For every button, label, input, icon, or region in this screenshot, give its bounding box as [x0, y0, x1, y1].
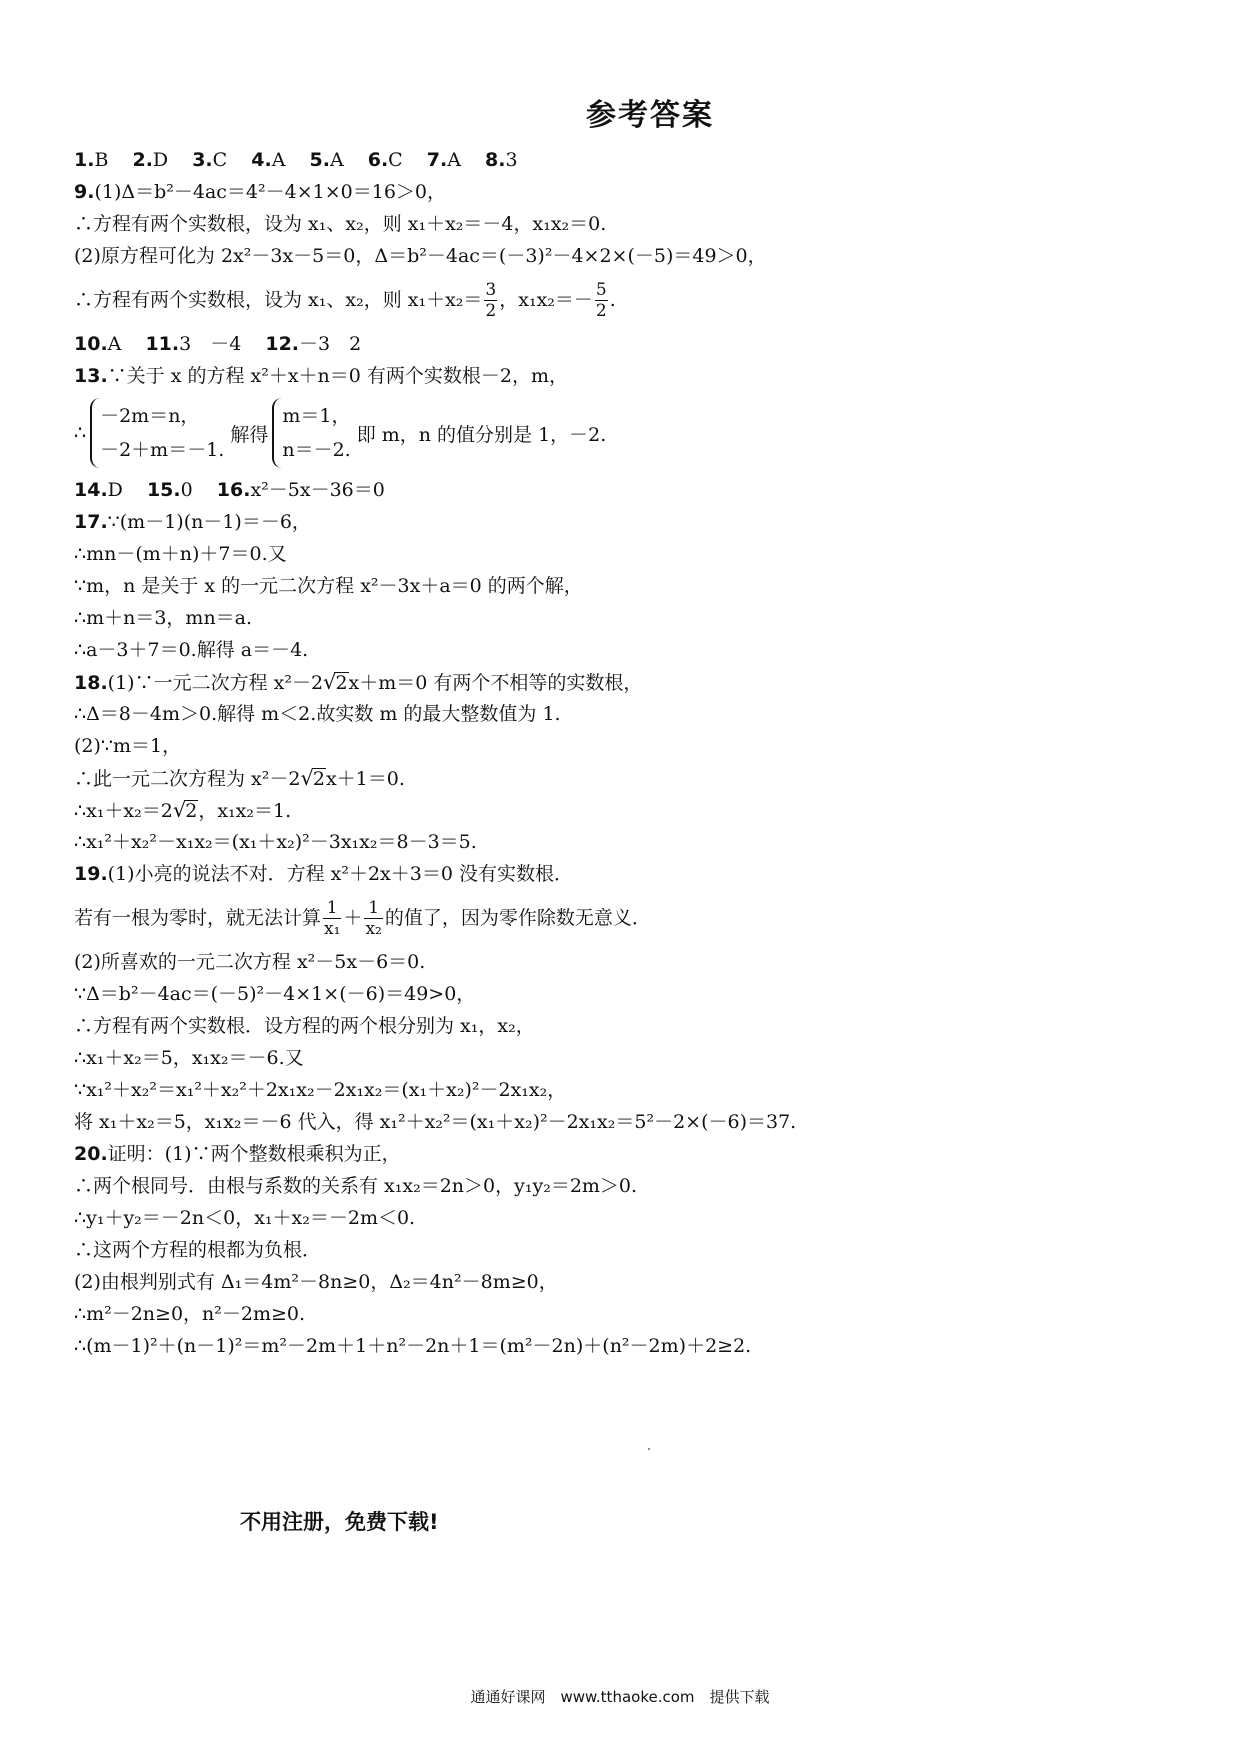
solution-text: ，x₁x₂＝1.	[198, 800, 292, 822]
denominator: 2	[595, 301, 607, 321]
answer: －3 2	[299, 333, 362, 355]
q18-line-6: ∴x₁²＋x₂²－x₁x₂＝(x₁＋x₂)²－3x₁x₂＝8－3＝5.	[74, 831, 477, 853]
question-number: 1.	[74, 149, 95, 171]
solution-text: ∵关于 x 的方程 x²＋x＋n＝0 有两个实数根－2，m，	[107, 365, 569, 387]
question-number: 6.	[367, 149, 389, 171]
solution-text: ∴此一元二次方程为 x²－2	[74, 768, 301, 790]
answer: A	[107, 333, 122, 355]
solution-text: 解得	[230, 423, 269, 446]
question-number: 13.	[74, 365, 108, 387]
q18-line-3: (2)∵m＝1，	[74, 735, 182, 757]
q19-line-2	[74, 890, 1174, 946]
answer: A	[329, 149, 344, 171]
denominator: 2	[485, 301, 497, 321]
answer: D	[152, 149, 169, 171]
answers-10-12	[74, 328, 1174, 360]
answer: D	[107, 479, 123, 501]
answer: B	[94, 149, 109, 171]
question-number: 20.	[74, 1143, 108, 1165]
answers-14-16	[74, 474, 1174, 506]
question-number: 15.	[146, 479, 181, 501]
question-number: 7.	[426, 149, 448, 171]
q19-line-7: ∵x₁²＋x₂²＝x₁²＋x₂²＋2x₁x₂－2x₁x₂＝(x₁＋x₂)²－2x₁x₂，	[74, 1079, 567, 1101]
answer: 3	[505, 149, 518, 171]
q20-line-1	[74, 1138, 1174, 1170]
solution-text: (1)Δ＝b²－4ac＝4²－4×1×0＝16＞0，	[94, 181, 446, 203]
numerator: 1	[364, 900, 382, 919]
numerator: 1	[323, 900, 341, 919]
fraction	[484, 282, 497, 320]
solution-text: ∴x₁＋x₂＝2	[74, 800, 173, 822]
q18-line-2: ∴Δ＝8－4m＞0.解得 m＜2.故实数 m 的最大整数值为 1.	[74, 703, 561, 725]
solution-text: 证明：(1)∵两个整数根乘积为正，	[107, 1143, 401, 1165]
sqrt-icon: √	[323, 670, 337, 694]
solution-text: (1)∵一元二次方程 x²－2	[107, 672, 324, 694]
sqrt-icon: √	[300, 766, 314, 790]
q19-line-3: (2)所喜欢的一元二次方程 x²－5x－6＝0.	[74, 951, 426, 973]
q18-line-1	[74, 666, 1174, 698]
q17-line-1	[74, 506, 1174, 538]
radicand: 2	[185, 800, 198, 822]
q20-line-3: ∴y₁＋y₂＝－2n＜0，x₁＋x₂＝－2m＜0.	[74, 1207, 416, 1229]
question-number: 11.	[145, 333, 180, 355]
solution-text: x＋1＝0.	[325, 768, 405, 790]
solution-text: 的值了，因为零作除数无意义．	[384, 907, 651, 929]
footer-credit: 通通好课网 www.tthaoke.com 提供下载	[470, 1688, 770, 1706]
solution-text: ，x₁x₂＝－	[499, 289, 593, 311]
solution-text: (1)小亮的说法不对．方程 x²＋2x＋3＝0 没有实数根．	[107, 863, 573, 885]
q19-line-4: ∵Δ＝b²－4ac＝(－5)²－4×1×(－6)＝49>0，	[74, 983, 476, 1005]
equation-system-brace	[272, 398, 350, 468]
equation: －2＋m＝－1.	[100, 439, 225, 461]
q20-line-4: ∴这两个方程的根都为负根．	[74, 1239, 322, 1261]
q9-line-2: ∴方程有两个实数根，设为 x₁、x₂，则 x₁＋x₂＝－4，x₁x₂＝0.	[74, 213, 607, 235]
question-number: 10.	[74, 333, 108, 355]
answer: 3 －4	[179, 333, 242, 355]
solution-text: x＋m＝0 有两个不相等的实数根，	[348, 672, 643, 694]
q17-line-4: ∴m＋n＝3，mn＝a.	[74, 607, 253, 629]
question-number: 5.	[309, 149, 330, 171]
fraction	[323, 900, 341, 938]
numerator: 3	[485, 280, 497, 300]
q9-line-3: (2)原方程可化为 2x²－3x－5＝0，Δ＝b²－4ac＝(－3)²－4×2×(－5)＝49＞0，	[74, 245, 767, 267]
sqrt-icon: √	[172, 798, 187, 822]
promo-text: 不用注册，免费下载!	[240, 1510, 439, 1534]
q18-line-4	[74, 762, 1174, 794]
radicand: 2	[335, 672, 348, 694]
question-number: 19.	[74, 863, 108, 885]
radicand: 2	[312, 768, 325, 790]
equation: n＝－2.	[282, 439, 351, 461]
page-title: 参考答案	[586, 98, 714, 133]
q19-line-5: ∴方程有两个实数根．设方程的两个根分别为 x₁，x₂，	[74, 1015, 535, 1037]
q13-system	[74, 392, 1174, 474]
question-number: 4.	[251, 149, 272, 171]
q20-line-6: ∴m²－2n≥0，n²－2m≥0.	[74, 1303, 306, 1325]
denominator: x₂	[365, 919, 382, 939]
answer: A	[447, 149, 461, 171]
answer-body	[74, 144, 1174, 1362]
question-number: 8.	[485, 149, 506, 171]
q13-line-1	[74, 360, 1174, 392]
equation: m＝1，	[282, 405, 351, 427]
q9-line-4	[74, 272, 1174, 328]
question-number: 14.	[74, 479, 108, 501]
numerator: 5	[595, 280, 607, 300]
question-number: 9.	[74, 181, 95, 203]
equation: －2m＝n，	[100, 405, 200, 427]
question-number: 2.	[132, 149, 153, 171]
answer: C	[212, 149, 228, 171]
question-number: 12.	[265, 333, 300, 355]
fraction	[364, 900, 382, 938]
q17-line-3: ∵m，n 是关于 x 的一元二次方程 x²－3x＋a＝0 的两个解，	[74, 575, 583, 597]
solution-text: 即 m，n 的值分别是 1，－2.	[356, 423, 607, 446]
q20-line-7: ∴(m－1)²＋(n－1)²＝m²－2m＋1＋n²－2n＋1＝(m²－2n)＋(n²－2m)＋2≥2.	[74, 1335, 752, 1357]
question-number: 17.	[74, 511, 108, 533]
question-number: 3.	[192, 149, 213, 171]
solution-text: ∴方程有两个实数根，设为 x₁、x₂，则 x₁＋x₂＝	[74, 289, 483, 311]
answer: A	[271, 149, 286, 171]
question-number: 16.	[216, 479, 251, 501]
solution-text: .	[609, 289, 616, 311]
q19-line-8: 将 x₁＋x₂＝5，x₁x₂＝－6 代入，得 x₁²＋x₂²＝(x₁＋x₂)²－2x₁x₂＝5²－2×(－6)＝37.	[74, 1111, 797, 1133]
fraction	[595, 282, 608, 320]
q17-line-5: ∴a－3＋7＝0.解得 a＝－4.	[74, 639, 309, 661]
question-number: 18.	[74, 672, 108, 694]
answer: C	[388, 149, 403, 171]
solution-text: ∵(m－1)(n－1)＝－6，	[107, 511, 311, 533]
answers-1-8	[74, 144, 1174, 176]
stray-dot	[648, 1448, 650, 1450]
q19-line-6: ∴x₁＋x₂＝5，x₁x₂＝－6.又	[74, 1047, 304, 1069]
q18-line-5	[74, 794, 1174, 826]
solution-text: 若有一根为零时，就无法计算	[74, 907, 322, 929]
q17-line-2: ∴mn－(m＋n)＋7＝0.又	[74, 543, 287, 565]
answer: 0	[180, 479, 193, 501]
q20-line-2: ∴两个根同号．由根与系数的关系有 x₁x₂＝2n＞0，y₁y₂＝2m＞0.	[74, 1175, 638, 1197]
therefore-symbol: ∴	[74, 422, 87, 444]
q20-line-5: (2)由根判别式有 Δ₁＝4m²－8n≥0，Δ₂＝4n²－8m≥0，	[74, 1271, 558, 1293]
q19-line-1	[74, 858, 1174, 890]
answer: x²－5x－36＝0	[250, 479, 385, 501]
equation-system-brace	[90, 398, 224, 468]
plus-sign: ＋	[343, 907, 363, 929]
denominator: x₁	[324, 919, 341, 939]
q9-line-1	[74, 176, 1174, 208]
